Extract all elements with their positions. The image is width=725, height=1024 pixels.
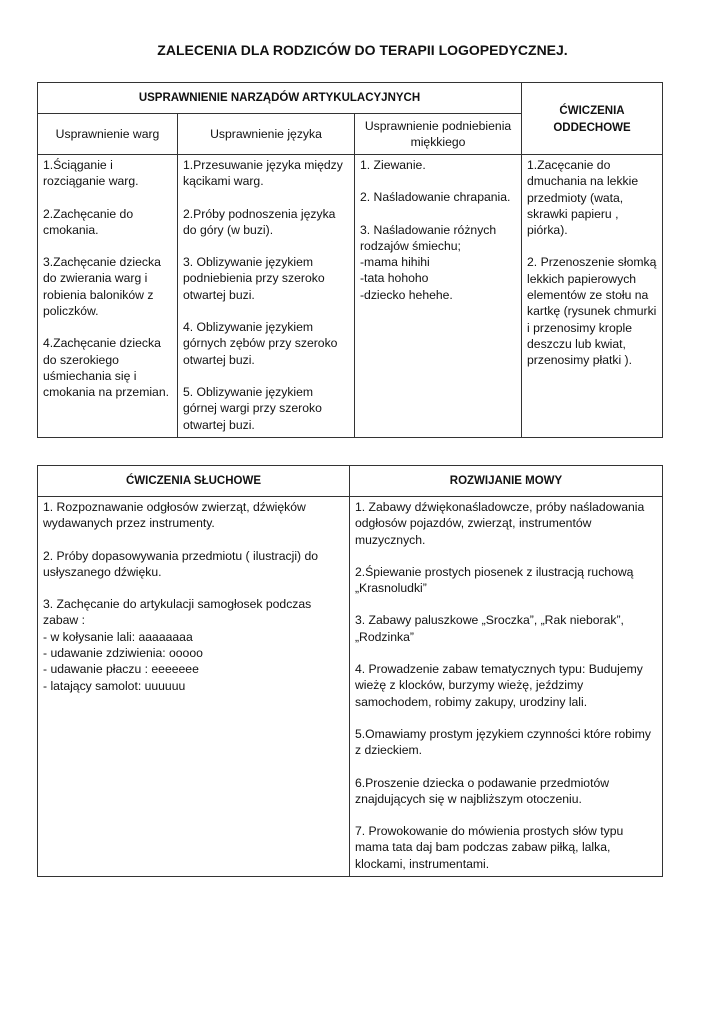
cell-line xyxy=(43,319,172,335)
cell-line: - w kołysanie lali: aaaaaaaa xyxy=(43,629,193,644)
subheader-palate: Usprawnienie podniebienia miękkiego xyxy=(355,114,522,155)
breathing-header-line-1: ĆWICZENIA xyxy=(559,105,625,117)
cell-line xyxy=(360,206,516,222)
cell-line xyxy=(355,645,657,661)
cell-line xyxy=(355,710,657,726)
cell-line xyxy=(183,190,349,206)
cell-line: 3. Naśladowanie różnych rodzajów śmiechu; xyxy=(360,222,497,253)
cell-line: 1.Zacęcanie do dmuchania na lekkie przedmioty (wata, skrawki papieru , piórka). xyxy=(527,158,639,238)
cell-line: 3.Zachęcanie dziecka do zwierania warg i robienia baloników z policzków. xyxy=(43,255,161,319)
cell-line: 3. Zabawy paluszkowe „Sroczka”, „Rak nieborak”, „Rodzinka” xyxy=(355,613,624,644)
subheader-tongue: Usprawnienie języka xyxy=(178,114,355,155)
cell-line: 2. Naśladowanie chrapania. xyxy=(360,190,511,205)
cell-line: 3. Zachęcanie do artykulacji samogłosek podczas zabaw : xyxy=(43,597,312,628)
cell-line xyxy=(43,580,344,596)
cell-line xyxy=(183,303,349,319)
cell-line xyxy=(43,238,172,254)
cell-line xyxy=(43,532,344,548)
cell-line: 4. Prowadzenie zabaw tematycznych typu: Budujemy wieżę z klocków, burzymy wieżę, jeździmy samochodem, robimy zakupy, urodziny lali. xyxy=(355,662,643,709)
cell-line: - udawanie zdziwienia: ooooo xyxy=(43,646,203,661)
cell-line: 2. Przenoszenie słomką lekkich papierowych elementów ze stołu na kartkę (rysunek chmurki i przenosimy krople deszczu lub kwiat, przenosimy płatki ). xyxy=(527,255,657,368)
cell-line xyxy=(355,548,657,564)
cell-line: - latający samolot: uuuuuu xyxy=(43,678,186,693)
hearing-speech-table xyxy=(37,465,663,877)
cell-line: 7. Prowokowanie do mówienia prostych słów typu mama tata daj bam podczas zabaw piłką, lalka, klockami, instrumentami. xyxy=(355,824,624,871)
subheader-lips: Usprawnienie warg xyxy=(38,114,178,155)
breathing-exercises-cell xyxy=(522,155,663,438)
cell-line: 2.Zachęcanie do cmokania. xyxy=(43,206,134,237)
cell-line: 5. Oblizywanie językiem górnej wargi przy szeroko otwartej buzi. xyxy=(183,384,322,432)
cell-line: -tata hohoho xyxy=(360,271,429,286)
cell-line: 6.Proszenie dziecka o podawanie przedmiotów znajdujących się w najbliższym otoczeniu. xyxy=(355,775,610,806)
cell-line: 2.Próby podnoszenia języka do góry (w buzi). xyxy=(183,206,336,237)
articulation-table xyxy=(37,82,663,438)
articulation-header: USPRAWNIENIE NARZĄDÓW ARTYKULACYJNYCH xyxy=(38,83,522,114)
breathing-header-line-2: ODDECHOWE xyxy=(553,122,631,134)
cell-line: 1. Ziewanie. xyxy=(360,158,426,172)
cell-line: 2.Śpiewanie prostych piosenek z ilustracją ruchową „Krasnoludki” xyxy=(355,564,634,596)
cell-line: 1.Ściąganie i rozciąganie warg. xyxy=(43,158,139,189)
cell-line: 3. Oblizywanie językiem podniebienia przy szeroko otwartej buzi. xyxy=(183,255,325,302)
cell-line: 1. Zabawy dźwiękonaśladowcze, próby naśladowania odgłosów pojazdów, zwierząt, instrumentów muzycznych. xyxy=(355,500,645,547)
document-title: ZALECENIA DLA RODZICÓW DO TERAPII LOGOPEDYCZNEJ. xyxy=(157,42,568,58)
cell-line: 4.Zachęcanie dziecka do szerokiego uśmiechania się i cmokania na przemian. xyxy=(43,336,169,400)
cell-line: -dziecko hehehe. xyxy=(360,287,453,302)
cell-line xyxy=(360,173,516,189)
speech-development-cell xyxy=(350,497,663,877)
cell-line xyxy=(43,190,172,206)
speech-header: ROZWIJANIE MOWY xyxy=(350,466,663,497)
cell-line: 2. Próby dopasowywania przedmiotu ( ilustracji) do usłyszanego dźwięku. xyxy=(43,548,319,579)
cell-line: 1.Przesuwanie języka między kącikami warg. xyxy=(183,158,343,189)
lips-exercises-cell xyxy=(38,155,178,438)
cell-line: - udawanie płaczu : eeeeeee xyxy=(43,662,199,677)
cell-line xyxy=(183,238,349,254)
palate-exercises-cell xyxy=(355,155,522,438)
hearing-exercises-cell xyxy=(38,497,350,877)
cell-line xyxy=(355,807,657,823)
cell-line: -mama hihihi xyxy=(360,255,430,270)
breathing-header xyxy=(522,83,663,155)
tongue-exercises-cell xyxy=(178,155,355,438)
cell-line: 1. Rozpoznawanie odgłosów zwierząt, dźwięków wydawanych przez instrumenty. xyxy=(43,500,306,531)
hearing-header: ĆWICZENIA SŁUCHOWE xyxy=(38,466,350,497)
cell-line xyxy=(527,238,657,254)
cell-line xyxy=(355,759,657,775)
cell-line xyxy=(355,596,657,612)
cell-line xyxy=(183,368,349,384)
cell-line: 4. Oblizywanie językiem górnych zębów przy szeroko otwartej buzi. xyxy=(183,320,338,367)
cell-line: 5.Omawiamy prostym językiem czynności które robimy z dzieckiem. xyxy=(355,726,651,758)
